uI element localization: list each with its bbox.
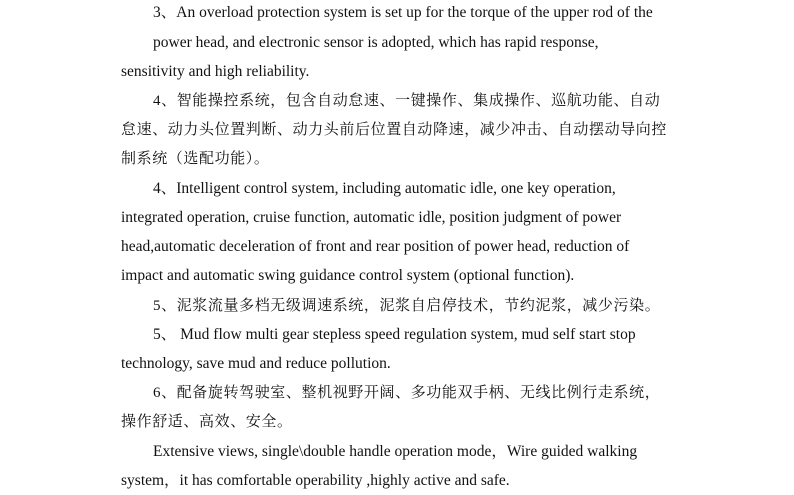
text-line: integrated operation, cruise function, automatic idle, position judgment of power (121, 209, 622, 226)
text-line: 4、智能操控系统，包含自动怠速、一键操作、集成操作、巡航功能、自动 (153, 93, 661, 109)
text-line: 5、泥浆流量多档无级调速系统，泥浆自启停技术，节约泥浆，减少污染。 (153, 298, 661, 314)
text-line: Extensive views, single\double handle operation mode，Wire guided walking (153, 443, 638, 460)
text-line: head,automatic deceleration of front and rear position of power head, reduction of (121, 238, 630, 255)
text-line: 4、Intelligent control system, including automatic idle, one key operation, (153, 180, 616, 197)
text-line: 怠速、动力头位置判断、动力头前后位置自动降速，减少冲击、自动摆动导向控 (121, 122, 668, 138)
text-line: 操作舒适、高效、安全。 (121, 414, 293, 430)
text-line: 制系统（选配功能）。 (121, 151, 270, 167)
text-line: power head, and electronic sensor is adopted, which has rapid response, (153, 34, 599, 51)
text-line: system，it has comfortable operability ,highly active and safe. (121, 472, 510, 489)
text-line: 3、An overload protection system is set up for the torque of the upper rod of the (153, 4, 653, 21)
text-line: 5、 Mud flow multi gear stepless speed regulation system, mud self start stop (153, 326, 636, 343)
text-line: sensitivity and high reliability. (121, 63, 310, 80)
text-line: 6、配备旋转驾驶室、整机视野开阔、多功能双手柄、无线比例行走系统， (153, 385, 661, 401)
text-line: technology, save mud and reduce pollution. (121, 355, 391, 372)
text-line: impact and automatic swing guidance control system (optional function). (121, 267, 575, 284)
